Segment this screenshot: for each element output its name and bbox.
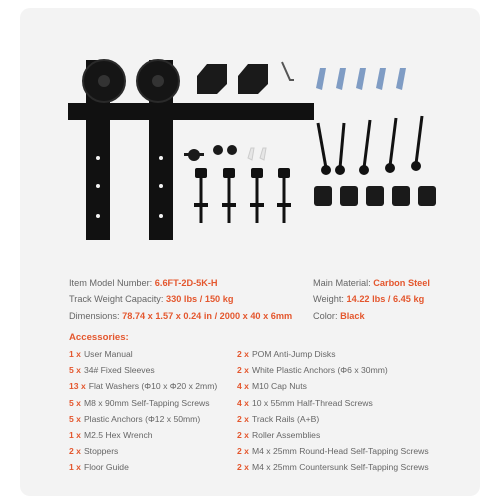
cap-nuts [194,168,291,207]
accessory-qty: 5 x [69,365,81,376]
accessory-qty: 2 x [237,413,249,424]
anti-jump-disks [213,145,237,155]
hex-wrench [282,62,294,80]
accessory-name: 34# Fixed Sleeves [83,365,155,376]
accessory-item [69,415,200,424]
accessory-qty: 2 x [237,365,249,376]
accessory-item [69,350,133,359]
plastic-anchors [316,68,406,90]
spec-model: Item Model Number: 6.6FT-2D-5K-H [69,278,218,288]
accessory-item [237,350,336,359]
accessory-item [237,447,429,456]
accessory-name: Floor Guide [83,462,129,473]
accessory-name: M8 x 90mm Self-Tapping Screws [83,397,210,408]
stoppers [197,64,268,94]
accessory-name: White Plastic Anchors (Φ6 x 30mm) [251,365,388,376]
accessory-qty: 2 x [237,446,249,457]
accessory-qty: 2 x [237,462,249,473]
spec-material: Main Material: Carbon Steel [313,278,430,288]
accessory-name: 10 x 55mm Half-Thread Screws [251,397,373,408]
accessory-qty: 4 x [237,397,249,408]
accessory-qty: 1 x [69,349,81,359]
accessory-qty: 1 x [69,462,81,473]
accessory-name: User Manual [83,349,133,359]
fixed-sleeves [314,186,436,206]
product-card [20,8,480,496]
accessory-name: M4 x 25mm Round-Head Self-Tapping Screws [251,446,429,457]
accessory-qty: 5 x [69,413,81,424]
accessory-name: M10 Cap Nuts [251,381,307,392]
accessory-name: POM Anti-Jump Disks [251,349,336,359]
accessory-name: M2.5 Hex Wrench [83,430,153,440]
roller-hanger-left [83,60,125,240]
specifications [20,264,480,496]
product-image [20,8,480,260]
accessories-title: Accessories: [69,332,129,343]
accessory-item [237,382,307,391]
accessory-item [237,415,319,424]
accessory-name: Track Rails (A+B) [251,413,320,424]
accessory-qty: 2 x [237,430,249,440]
accessory-item [69,382,217,391]
accessory-qty: 4 x [237,381,249,392]
accessory-item [237,431,320,440]
accessory-item [69,399,210,408]
spec-capacity: Track Weight Capacity: 330 lbs / 150 kg [69,294,234,304]
accessory-item [237,366,388,375]
accessory-name: Flat Washers (Φ10 x Φ20 x 2mm) [88,381,218,392]
accessory-item [237,399,373,408]
accessory-item [69,431,153,440]
accessory-qty: 13 x [69,381,86,392]
roller-hanger-right [137,60,179,240]
accessory-name: M4 x 25mm Countersunk Self-Tapping Screws [251,462,429,473]
accessory-item [237,463,429,472]
spec-color: Color: Black [313,311,365,321]
accessory-name: Plastic Anchors (Φ12 x 50mm) [83,413,201,424]
accessory-item [69,447,118,456]
accessory-item [69,366,155,375]
accessory-name: Stoppers [83,446,119,457]
spec-dimensions: Dimensions: 78.74 x 1.57 x 0.24 in / 2000 x 40 x 6mm [69,311,293,321]
accessory-qty: 5 x [69,397,81,408]
accessory-qty: 2 x [69,446,81,457]
white-anchors [248,148,266,160]
spec-weight: Weight: 14.22 lbs / 6.45 kg [313,294,425,304]
floor-guide [184,149,204,161]
half-thread-screws [201,176,284,223]
screw-heads [321,161,421,175]
accessory-item [69,463,129,472]
self-tapping-screws [318,116,422,168]
accessory-qty: 1 x [69,430,81,440]
accessory-qty: 2 x [237,349,249,359]
accessory-name: Roller Assemblies [251,430,321,440]
